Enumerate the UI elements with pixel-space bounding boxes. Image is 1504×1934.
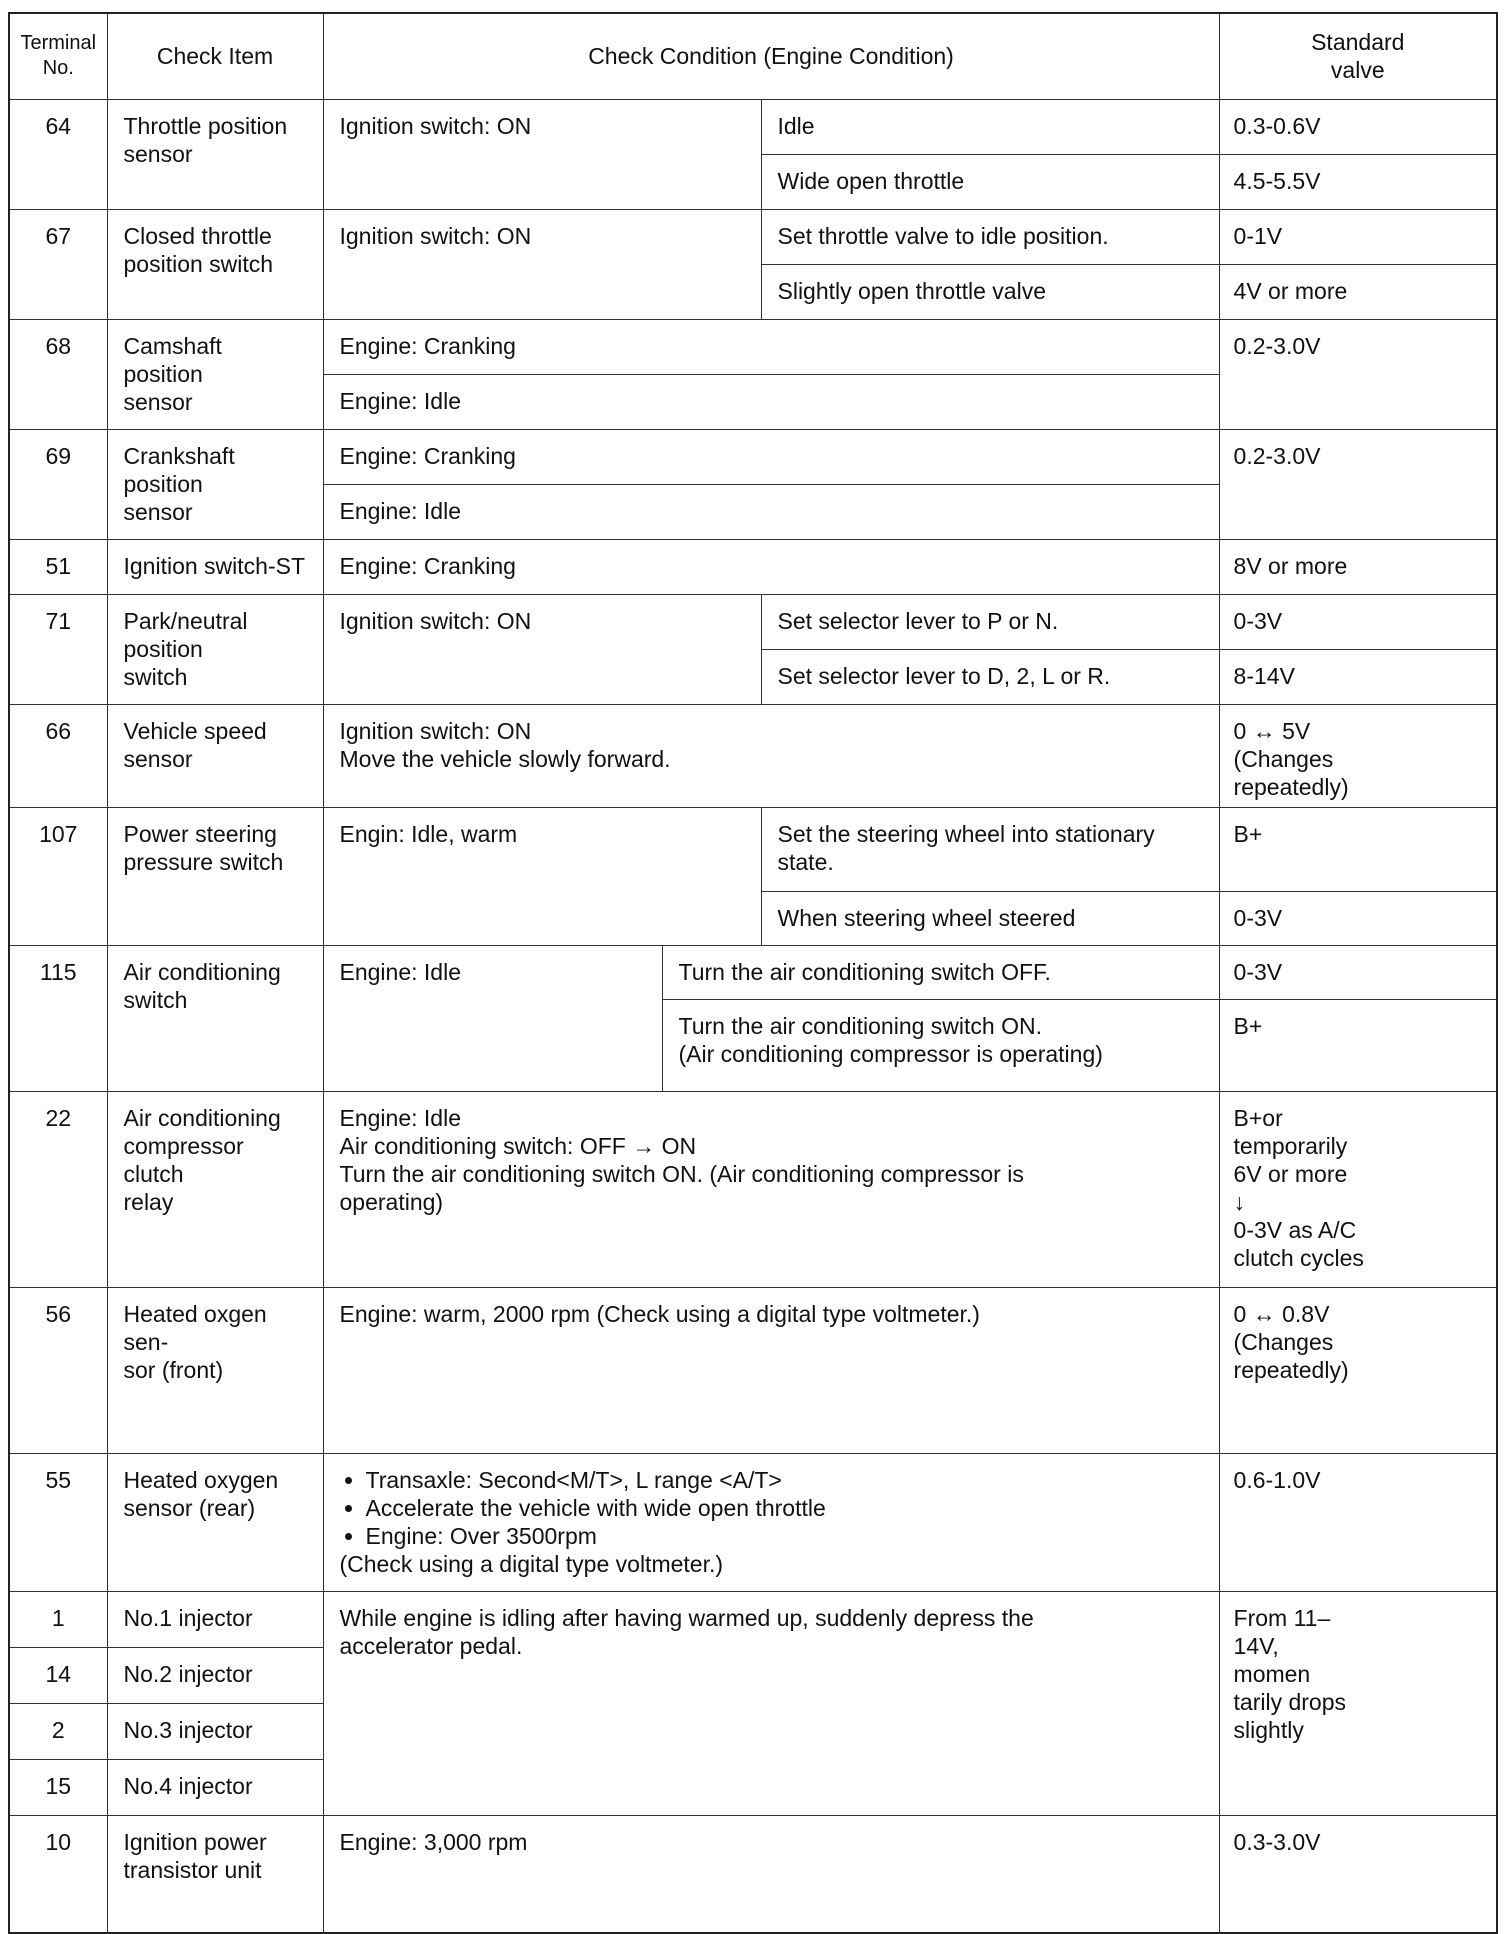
table-row bbox=[9, 209, 1497, 264]
terminal-number: 64 bbox=[9, 99, 107, 209]
check-condition: Ignition switch: ON bbox=[323, 209, 761, 319]
check-item: No.4 injector bbox=[107, 1759, 323, 1815]
check-item: Heated oxygen sensor (rear) bbox=[107, 1453, 323, 1591]
standard-value: 0-3V bbox=[1219, 891, 1497, 945]
table-row bbox=[9, 1091, 1497, 1287]
header-standard-value: Standard valve bbox=[1219, 13, 1497, 99]
table-row bbox=[9, 1453, 1497, 1591]
terminal-number: 1 bbox=[9, 1591, 107, 1647]
sub-condition: Idle bbox=[761, 99, 1219, 154]
check-item: Air conditioning switch bbox=[107, 945, 323, 1091]
check-item: Throttle position sensor bbox=[107, 99, 323, 209]
condition-bullet-list bbox=[340, 1466, 1203, 1550]
header-check-item: Check Item bbox=[107, 13, 323, 99]
check-item: No.1 injector bbox=[107, 1591, 323, 1647]
table-row bbox=[9, 594, 1497, 649]
check-condition: Engine: 3,000 rpm bbox=[323, 1815, 1219, 1933]
check-condition: Ignition switch: ON Move the vehicle slowly forward. bbox=[323, 704, 1219, 807]
check-condition: Engine: Idle bbox=[323, 484, 1219, 539]
terminal-number: 71 bbox=[9, 594, 107, 704]
standard-value: 8-14V bbox=[1219, 649, 1497, 704]
terminal-number: 68 bbox=[9, 319, 107, 429]
standard-value: 0-3V bbox=[1219, 945, 1497, 999]
check-item: No.3 injector bbox=[107, 1703, 323, 1759]
standard-value: B+ bbox=[1219, 807, 1497, 891]
condition-note: (Check using a digital type voltmeter.) bbox=[339, 1550, 724, 1577]
check-condition: While engine is idling after having warmed up, suddenly depress the accelerator pedal. bbox=[323, 1591, 1219, 1815]
terminal-number: 22 bbox=[9, 1091, 107, 1287]
check-condition: Engine: Cranking bbox=[323, 539, 1219, 594]
standard-value: B+ bbox=[1219, 999, 1497, 1091]
terminal-number: 67 bbox=[9, 209, 107, 319]
check-item: Park/neutral position switch bbox=[107, 594, 323, 704]
terminal-number: 14 bbox=[9, 1647, 107, 1703]
standard-value: 0.2-3.0V bbox=[1219, 319, 1497, 429]
condition-bullet: • Transaxle: Second<M/T>, L range <A/T> bbox=[366, 1466, 1203, 1494]
standard-value: From 11– 14V, momen tarily drops slightly bbox=[1219, 1591, 1497, 1815]
check-item: Heated oxgen sen- sor (front) bbox=[107, 1287, 323, 1453]
sub-condition: Set the steering wheel into stationary state. bbox=[761, 807, 1219, 891]
table-row bbox=[9, 807, 1497, 891]
sub-condition: Slightly open throttle valve bbox=[761, 264, 1219, 319]
check-condition: Engine: Idle Air conditioning switch: OFF → ON Turn the air conditioning switch ON. (Air conditioning compressor is operating) bbox=[323, 1091, 1219, 1287]
standard-value: 0.2-3.0V bbox=[1219, 429, 1497, 539]
header-row bbox=[9, 13, 1497, 99]
standard-value: 0 ↔ 0.8V (Changes repeatedly) bbox=[1219, 1287, 1497, 1453]
standard-value: 0-1V bbox=[1219, 209, 1497, 264]
standard-value: B+or temporarily 6V or more ↓ 0-3V as A/C clutch cycles bbox=[1219, 1091, 1497, 1287]
header-check-condition: Check Condition (Engine Condition) bbox=[323, 13, 1219, 99]
check-condition: Ignition switch: ON bbox=[323, 99, 761, 209]
sub-condition: Set selector lever to P or N. bbox=[761, 594, 1219, 649]
check-condition: Engin: Idle, warm bbox=[323, 807, 761, 945]
check-item: Camshaft position sensor bbox=[107, 319, 323, 429]
terminal-number: 69 bbox=[9, 429, 107, 539]
check-item: Vehicle speed sensor bbox=[107, 704, 323, 807]
standard-value: 4V or more bbox=[1219, 264, 1497, 319]
standard-value: 4.5-5.5V bbox=[1219, 154, 1497, 209]
check-condition: Engine: Cranking bbox=[323, 429, 1219, 484]
check-item: Ignition switch-ST bbox=[107, 539, 323, 594]
table-row bbox=[9, 1815, 1497, 1933]
check-item: Closed throttle position switch bbox=[107, 209, 323, 319]
sub-condition: Set throttle valve to idle position. bbox=[761, 209, 1219, 264]
check-condition: Engine: Idle bbox=[323, 374, 1219, 429]
standard-value: 0.3-3.0V bbox=[1219, 1815, 1497, 1933]
sub-condition: Wide open throttle bbox=[761, 154, 1219, 209]
check-condition: Engine: Cranking bbox=[323, 319, 1219, 374]
header-terminal-no: Terminal No. bbox=[9, 13, 107, 99]
check-condition: Engine: warm, 2000 rpm (Check using a digital type voltmeter.) bbox=[323, 1287, 1219, 1453]
check-item: Ignition power transistor unit bbox=[107, 1815, 323, 1933]
table-row bbox=[9, 429, 1497, 484]
table-row bbox=[9, 319, 1497, 374]
table-row bbox=[9, 539, 1497, 594]
sub-condition: Set selector lever to D, 2, L or R. bbox=[761, 649, 1219, 704]
check-condition bbox=[323, 1453, 1219, 1591]
check-condition: Engine: Idle bbox=[323, 945, 662, 1091]
terminal-number: 51 bbox=[9, 539, 107, 594]
terminal-number: 15 bbox=[9, 1759, 107, 1815]
standard-value: 0 ↔ 5V (Changes repeatedly) bbox=[1219, 704, 1497, 807]
standard-value: 0.6-1.0V bbox=[1219, 1453, 1497, 1591]
table-row bbox=[9, 704, 1497, 807]
standard-value: 8V or more bbox=[1219, 539, 1497, 594]
check-condition: Ignition switch: ON bbox=[323, 594, 761, 704]
sub-condition: When steering wheel steered bbox=[761, 891, 1219, 945]
ecm-terminal-check-table bbox=[8, 12, 1498, 1934]
standard-value: 0.3-0.6V bbox=[1219, 99, 1497, 154]
terminal-number: 107 bbox=[9, 807, 107, 945]
standard-value: 0-3V bbox=[1219, 594, 1497, 649]
table-row bbox=[9, 945, 1497, 999]
sub-condition: Turn the air conditioning switch ON. (Air conditioning compressor is operating) bbox=[662, 999, 1219, 1091]
check-item: No.2 injector bbox=[107, 1647, 323, 1703]
condition-bullet: • Engine: Over 3500rpm bbox=[366, 1522, 1203, 1550]
check-item: Power steering pressure switch bbox=[107, 807, 323, 945]
terminal-number: 2 bbox=[9, 1703, 107, 1759]
sub-condition: Turn the air conditioning switch OFF. bbox=[662, 945, 1219, 999]
terminal-number: 55 bbox=[9, 1453, 107, 1591]
terminal-number: 115 bbox=[9, 945, 107, 1091]
terminal-number: 10 bbox=[9, 1815, 107, 1933]
check-item: Crankshaft position sensor bbox=[107, 429, 323, 539]
check-item: Air conditioning compressor clutch relay bbox=[107, 1091, 323, 1287]
terminal-number: 56 bbox=[9, 1287, 107, 1453]
condition-bullet: • Accelerate the vehicle with wide open throttle bbox=[366, 1494, 1203, 1522]
table-row bbox=[9, 99, 1497, 154]
table-row bbox=[9, 1287, 1497, 1453]
table-row bbox=[9, 1591, 1497, 1647]
terminal-number: 66 bbox=[9, 704, 107, 807]
